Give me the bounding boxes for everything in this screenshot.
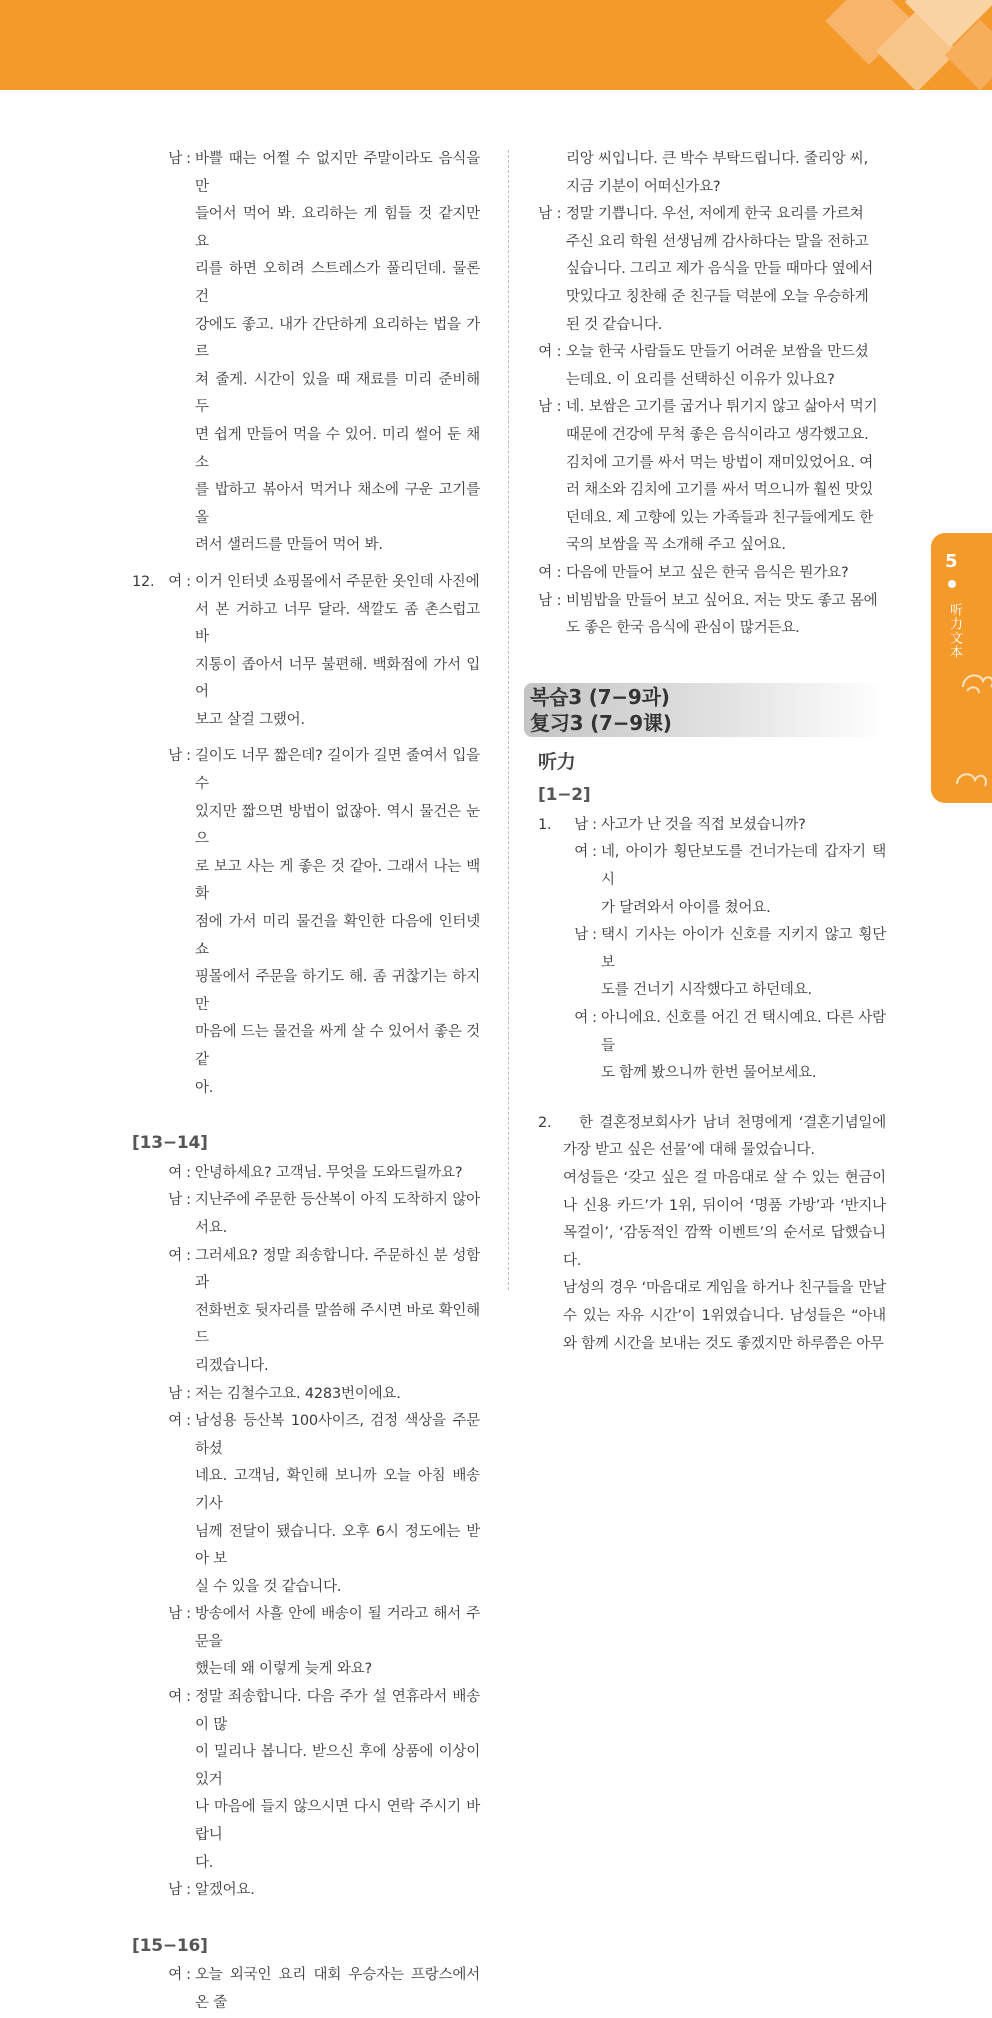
speaker-label: 남 bbox=[538, 206, 552, 223]
dialog-13-14 bbox=[132, 1160, 480, 1905]
dialog-continuation: 있지만 짧으면 방법이 없잖아. 역시 물건은 눈으 bbox=[195, 803, 480, 848]
dialog-text: 아니에요. 신호를 어긴 건 택시예요. 다른 사람들 bbox=[601, 1010, 886, 1054]
dialog-line bbox=[132, 1160, 480, 1188]
header-band bbox=[0, 0, 992, 90]
dialog-continuation: 쳐 줄게. 시간이 있을 때 재료를 미리 준비해 두 bbox=[195, 371, 480, 416]
dialog-line bbox=[132, 1962, 480, 2017]
colon: : bbox=[592, 1010, 597, 1027]
speaker-label: 여 bbox=[168, 573, 182, 590]
dialog-15-16 bbox=[132, 1962, 480, 2017]
dialog-continuation: 나 마음에 들지 않으시면 다시 연락 주시기 바랍니 bbox=[195, 1799, 480, 1844]
colon: : bbox=[556, 344, 562, 361]
indent bbox=[132, 1381, 157, 1409]
speaker-label: 남 bbox=[168, 151, 182, 167]
colon: : bbox=[592, 927, 597, 944]
dialog-continuation: 들어서 먹어 봐. 요리하는 게 힘들 것 같지만 요 bbox=[195, 206, 480, 250]
colon: : bbox=[186, 1606, 191, 1623]
dialog-text: 정말 기쁩니다. 우선, 저에게 한국 요리를 가르쳐 bbox=[566, 206, 864, 223]
dialog-line bbox=[538, 394, 886, 422]
item-2-text bbox=[563, 1110, 886, 1358]
dialog-continuation: 핑몰에서 주문을 하기도 해. 좀 귀찮기는 하지만 bbox=[195, 969, 480, 1013]
dialog-line bbox=[132, 743, 480, 798]
dialog-continuation: 보고 살걸 그랬어. bbox=[195, 711, 305, 728]
speaker-label: 여 bbox=[574, 1010, 588, 1027]
bullet-dot-icon bbox=[948, 580, 956, 588]
dialog-continuation: 리를 하면 오히려 스트레스가 풀리던데. 물론 건 bbox=[195, 261, 480, 305]
indent bbox=[132, 1962, 157, 2017]
dialog-continuation: 는데요. 이 요리를 선택하신 이유가 있나요? bbox=[566, 371, 835, 388]
speaker-label: 남 bbox=[574, 927, 588, 944]
paragraph: 남성의 경우 ‘마음대로 게임을 하거나 친구들을 만날 수 있는 자유 시간’이 1위였습니다. 남성들은 “아내와 함께 시간을 보내는 것도 좋겠지만 하루쯤은 아무 bbox=[563, 1280, 886, 1352]
dialog-text: 오늘 한국 사람들도 만들기 어려운 보쌈을 만드셨 bbox=[566, 344, 869, 361]
spacer bbox=[132, 560, 480, 569]
dialog-line bbox=[538, 922, 886, 977]
colon: : bbox=[186, 1192, 191, 1209]
colon: : bbox=[556, 564, 562, 581]
cloud-ornament-icon bbox=[953, 758, 992, 798]
speaker-label: 여 bbox=[538, 564, 552, 581]
dialog-text: 길이도 너무 짧은데? 길이가 길면 줄여서 입을 수 bbox=[195, 748, 480, 793]
dialog-text: 정말 죄송합니다. 다음 주가 설 연휴라서 배송이 많 bbox=[195, 1689, 480, 1733]
speaker-label: 여 bbox=[168, 1413, 182, 1430]
dialog-continuation: 리겠습니다. bbox=[195, 1357, 269, 1374]
item-number bbox=[538, 1005, 563, 1060]
dialog-line bbox=[132, 1877, 480, 1905]
dialog-continuation: 국의 보쌈을 꼭 소개해 주고 싶어요. bbox=[566, 537, 786, 554]
dialog-text: 알겠어요. bbox=[195, 1882, 255, 1899]
dialog-continuation: 도 좋은 한국 음식에 관심이 많거든요. bbox=[566, 620, 800, 637]
indent bbox=[132, 1160, 157, 1188]
dialog-line bbox=[538, 1005, 886, 1060]
dialog-line bbox=[132, 1187, 480, 1242]
dialog-continuation: 면 쉽게 만들어 먹을 수 있어. 미리 썰어 둔 채소 bbox=[195, 426, 480, 471]
speaker-label: 여 bbox=[168, 1689, 182, 1706]
dialog-line bbox=[132, 569, 480, 597]
dialog-continuation: 했는데 왜 이렇게 늦게 와요? bbox=[195, 1661, 373, 1678]
paragraph: 한 결혼정보회사가 남녀 천명에게 ‘결혼기념일에 가장 받고 싶은 선물’에 대해 물었습니다. bbox=[563, 1114, 886, 1159]
speaker-label: 남 bbox=[538, 592, 552, 609]
dialog-line bbox=[132, 146, 480, 201]
dialog-continuation: 전화번호 뒷자리를 말씀해 주시면 바로 확인해 드 bbox=[195, 1302, 480, 1347]
column-divider bbox=[508, 150, 509, 1290]
indent bbox=[132, 1243, 157, 1298]
dialog-continuation: 리앙 씨입니다. 큰 박수 부탁드립니다. 줄리앙 씨, bbox=[566, 151, 869, 167]
colon: : bbox=[556, 399, 562, 416]
item-2 bbox=[538, 1110, 886, 1358]
review-title-block bbox=[524, 683, 886, 737]
dialog-line bbox=[132, 1243, 480, 1298]
dialog-15-16-continued bbox=[538, 146, 886, 643]
colon: : bbox=[186, 1967, 191, 1984]
colon: : bbox=[556, 592, 562, 609]
speaker-label: 여 bbox=[538, 344, 552, 361]
dialog-continuation: 아. bbox=[195, 1079, 214, 1096]
dialog-continuation: 김치에 고기를 싸서 먹는 방법이 재미있었어요. 여 bbox=[566, 454, 874, 471]
colon: : bbox=[186, 1413, 191, 1430]
dialog-continuation: 강에도 좋고. 내가 간단하게 요리하는 법을 가르 bbox=[195, 316, 480, 361]
colon: : bbox=[186, 1164, 191, 1181]
speaker-label: 남 bbox=[538, 399, 552, 416]
speaker-label: 남 bbox=[168, 1882, 182, 1899]
dialog-continuation: 된 것 같습니다. bbox=[566, 316, 663, 333]
dialog-continuation: 때문에 건강에 무척 좋은 음식이라고 생각했고요. bbox=[566, 426, 869, 443]
dialog-text: 저는 김철수고요. 4283번이에요. bbox=[195, 1385, 401, 1402]
dialog-continuation: 가 달려와서 아이를 쳤어요. bbox=[601, 899, 771, 916]
dialog-continuation: 네요. 고객님, 확인해 보니까 오늘 아침 배송 기사 bbox=[195, 1468, 480, 1512]
right-column bbox=[530, 146, 886, 1358]
item-1-dialog bbox=[538, 812, 886, 1088]
indent bbox=[132, 1601, 157, 1656]
dialog-continuation: 이 밀리나 봅니다. 받으신 후에 상품에 이상이 있거 bbox=[195, 1744, 480, 1788]
dialog-text: 오늘 외국인 요리 대회 우승자는 프랑스에서 온 줄 bbox=[195, 1967, 480, 2011]
speaker-label: 남 bbox=[168, 1606, 182, 1623]
colon: : bbox=[186, 573, 191, 590]
dialog-continuation: 서 본 거하고 너무 달라. 색깔도 좀 촌스럽고 바 bbox=[195, 601, 480, 646]
speaker-label: 여 bbox=[574, 844, 588, 861]
item-number bbox=[538, 922, 563, 977]
indent bbox=[132, 1187, 157, 1242]
dialog-continuation: 님께 전달이 됐습니다. 오후 6시 정도에는 받아 보 bbox=[195, 1523, 480, 1568]
dialog-text: 그러세요? 정말 죄송합니다. 주문하신 분 성함과 bbox=[195, 1247, 480, 1292]
indent bbox=[132, 1408, 157, 1463]
section-heading-15-16: [15−16] bbox=[132, 1935, 208, 1956]
dialog-line bbox=[538, 339, 886, 367]
dialog-continuation: 도를 건너기 시작했다고 하던데요. bbox=[601, 982, 812, 999]
indent bbox=[132, 1877, 157, 1905]
dialog-text: 비빔밥을 만들어 보고 싶어요. 저는 맛도 좋고 몸에 bbox=[566, 592, 878, 609]
dialog-text: 네, 아이가 횡단보도를 건너가는데 갑자기 택시 bbox=[601, 844, 886, 889]
dialog-continuation: 던데요. 제 고향에 있는 가족들과 친구들에게도 한 bbox=[566, 509, 874, 526]
item-number bbox=[132, 743, 157, 798]
section-heading-1-2: [1−2] bbox=[538, 785, 591, 806]
speaker-label: 남 bbox=[168, 1192, 182, 1209]
speaker-label: 남 bbox=[168, 1385, 182, 1402]
chapter-side-tab bbox=[931, 533, 992, 803]
dialog-text: 사고가 난 것을 직접 보셨습니까? bbox=[601, 816, 806, 833]
colon: : bbox=[592, 844, 597, 861]
dialog-continuation: 다. bbox=[195, 1854, 214, 1871]
item-number: 12. bbox=[132, 573, 155, 590]
colon: : bbox=[186, 151, 191, 167]
dialog-line bbox=[538, 560, 886, 588]
side-tab-label: 听力文本 bbox=[947, 603, 962, 659]
colon: : bbox=[186, 1247, 191, 1264]
colon: : bbox=[186, 748, 191, 765]
dialog-continuation: 점에 가서 미리 물건을 확인한 다음에 인터넷 쇼 bbox=[195, 914, 480, 958]
dialog-continuation: 러 채소와 김치에 고기를 싸서 먹으니까 훨씬 맛있 bbox=[566, 482, 874, 499]
dialog-text: 안녕하세요? 고객님. 무엇을 도와드릴까요? bbox=[195, 1164, 463, 1181]
item-number bbox=[538, 839, 563, 894]
dialog-continuation: 려서 샐러드를 만들어 먹어 봐. bbox=[195, 537, 383, 554]
review-title-korean: 복습3 (7−9과) bbox=[530, 684, 670, 709]
dialog-text: 네. 보쌈은 고기를 굽거나 튀기지 않고 삶아서 먹기 bbox=[566, 399, 878, 416]
dialog-continuation: 로 보고 사는 게 좋은 것 같아. 그래서 나는 백화 bbox=[195, 858, 480, 903]
dialog-line bbox=[132, 1684, 480, 1739]
speaker-label: 남 bbox=[168, 748, 182, 765]
left-dialog-11-12 bbox=[132, 146, 480, 1102]
dialog-line bbox=[538, 588, 886, 616]
dialog-line bbox=[132, 1408, 480, 1463]
dialog-continuation: 실 수 있을 것 같습니다. bbox=[195, 1578, 342, 1595]
section-heading-13-14: [13−14] bbox=[132, 1133, 208, 1154]
item-number: 1. bbox=[538, 816, 552, 833]
colon: : bbox=[592, 816, 597, 833]
page-number: 5 bbox=[945, 551, 958, 572]
spacer bbox=[132, 734, 480, 743]
dialog-line bbox=[538, 839, 886, 894]
listening-heading: 听力 bbox=[538, 750, 576, 773]
dialog-continuation: 를 밥하고 볶아서 먹거나 채소에 구운 고기를 올 bbox=[195, 482, 480, 526]
dialog-line bbox=[132, 1381, 480, 1409]
cloud-ornament-icon bbox=[957, 661, 992, 701]
dialog-text: 지난주에 주문한 등산복이 아직 도착하지 않아서요. bbox=[195, 1192, 480, 1236]
indent bbox=[132, 1684, 157, 1739]
dialog-text: 다음에 만들어 보고 싶은 한국 음식은 뭔가요? bbox=[566, 564, 849, 581]
dialog-text: 이거 인터넷 쇼핑몰에서 주문한 옷인데 사진에 bbox=[195, 573, 480, 590]
speaker-label: 남 bbox=[574, 816, 588, 833]
dialog-line bbox=[132, 1601, 480, 1656]
colon: : bbox=[556, 206, 562, 223]
colon: : bbox=[186, 1385, 191, 1402]
dialog-continuation: 마음에 드는 물건을 싸게 살 수 있어서 좋은 것 같 bbox=[195, 1024, 480, 1068]
dialog-continuation: 도 함께 봤으니까 한번 물어보세요. bbox=[601, 1065, 817, 1082]
dialog-text: 바쁠 때는 어쩔 수 없지만 주말이라도 음식을 만 bbox=[195, 151, 480, 195]
speaker-label: 여 bbox=[168, 1967, 182, 1984]
dialog-continuation: 지금 기분이 어떠신가요? bbox=[566, 178, 721, 195]
speaker-label: 여 bbox=[168, 1164, 182, 1181]
colon: : bbox=[186, 1882, 191, 1899]
dialog-text: 택시 기사는 아이가 신호를 지키지 않고 횡단보 bbox=[601, 927, 886, 971]
review-title-chinese: 复习3 (7−9课) bbox=[530, 710, 672, 735]
dialog-continuation: 주신 요리 학원 선생님께 감사하다는 말을 전하고 bbox=[566, 233, 869, 250]
dialog-continuation: 지통이 좁아서 너무 불편해. 백화점에 가서 입어 bbox=[195, 656, 480, 701]
paragraph: 여성들은 ‘갖고 싶은 걸 마음대로 살 수 있는 현금이 나 신용 카드’가 1위, 뒤이어 ‘명품 가방’과 ‘반지나 목걸이’, ‘감동적인 깜짝 이벤트’의 순서로 답했습니다. bbox=[563, 1170, 886, 1269]
dialog-text: 남성용 등산복 100사이즈, 검정 색상을 주문하셨 bbox=[195, 1413, 480, 1457]
dialog-continuation: 맛있다고 칭찬해 준 친구들 덕분에 오늘 우승하게 bbox=[566, 288, 869, 305]
speaker-label: 여 bbox=[168, 1247, 182, 1264]
dialog-line bbox=[538, 812, 886, 840]
dialog-text: 방송에서 사흘 안에 배송이 될 거라고 해서 주문을 bbox=[195, 1606, 480, 1650]
left-column bbox=[132, 146, 480, 2018]
item-number bbox=[132, 146, 157, 201]
dialog-continuation: 싶습니다. 그리고 제가 음식을 만들 때마다 옆에서 bbox=[566, 261, 874, 278]
item-number: 2. bbox=[538, 1114, 552, 1131]
dialog-line bbox=[538, 201, 886, 229]
colon: : bbox=[186, 1689, 191, 1706]
